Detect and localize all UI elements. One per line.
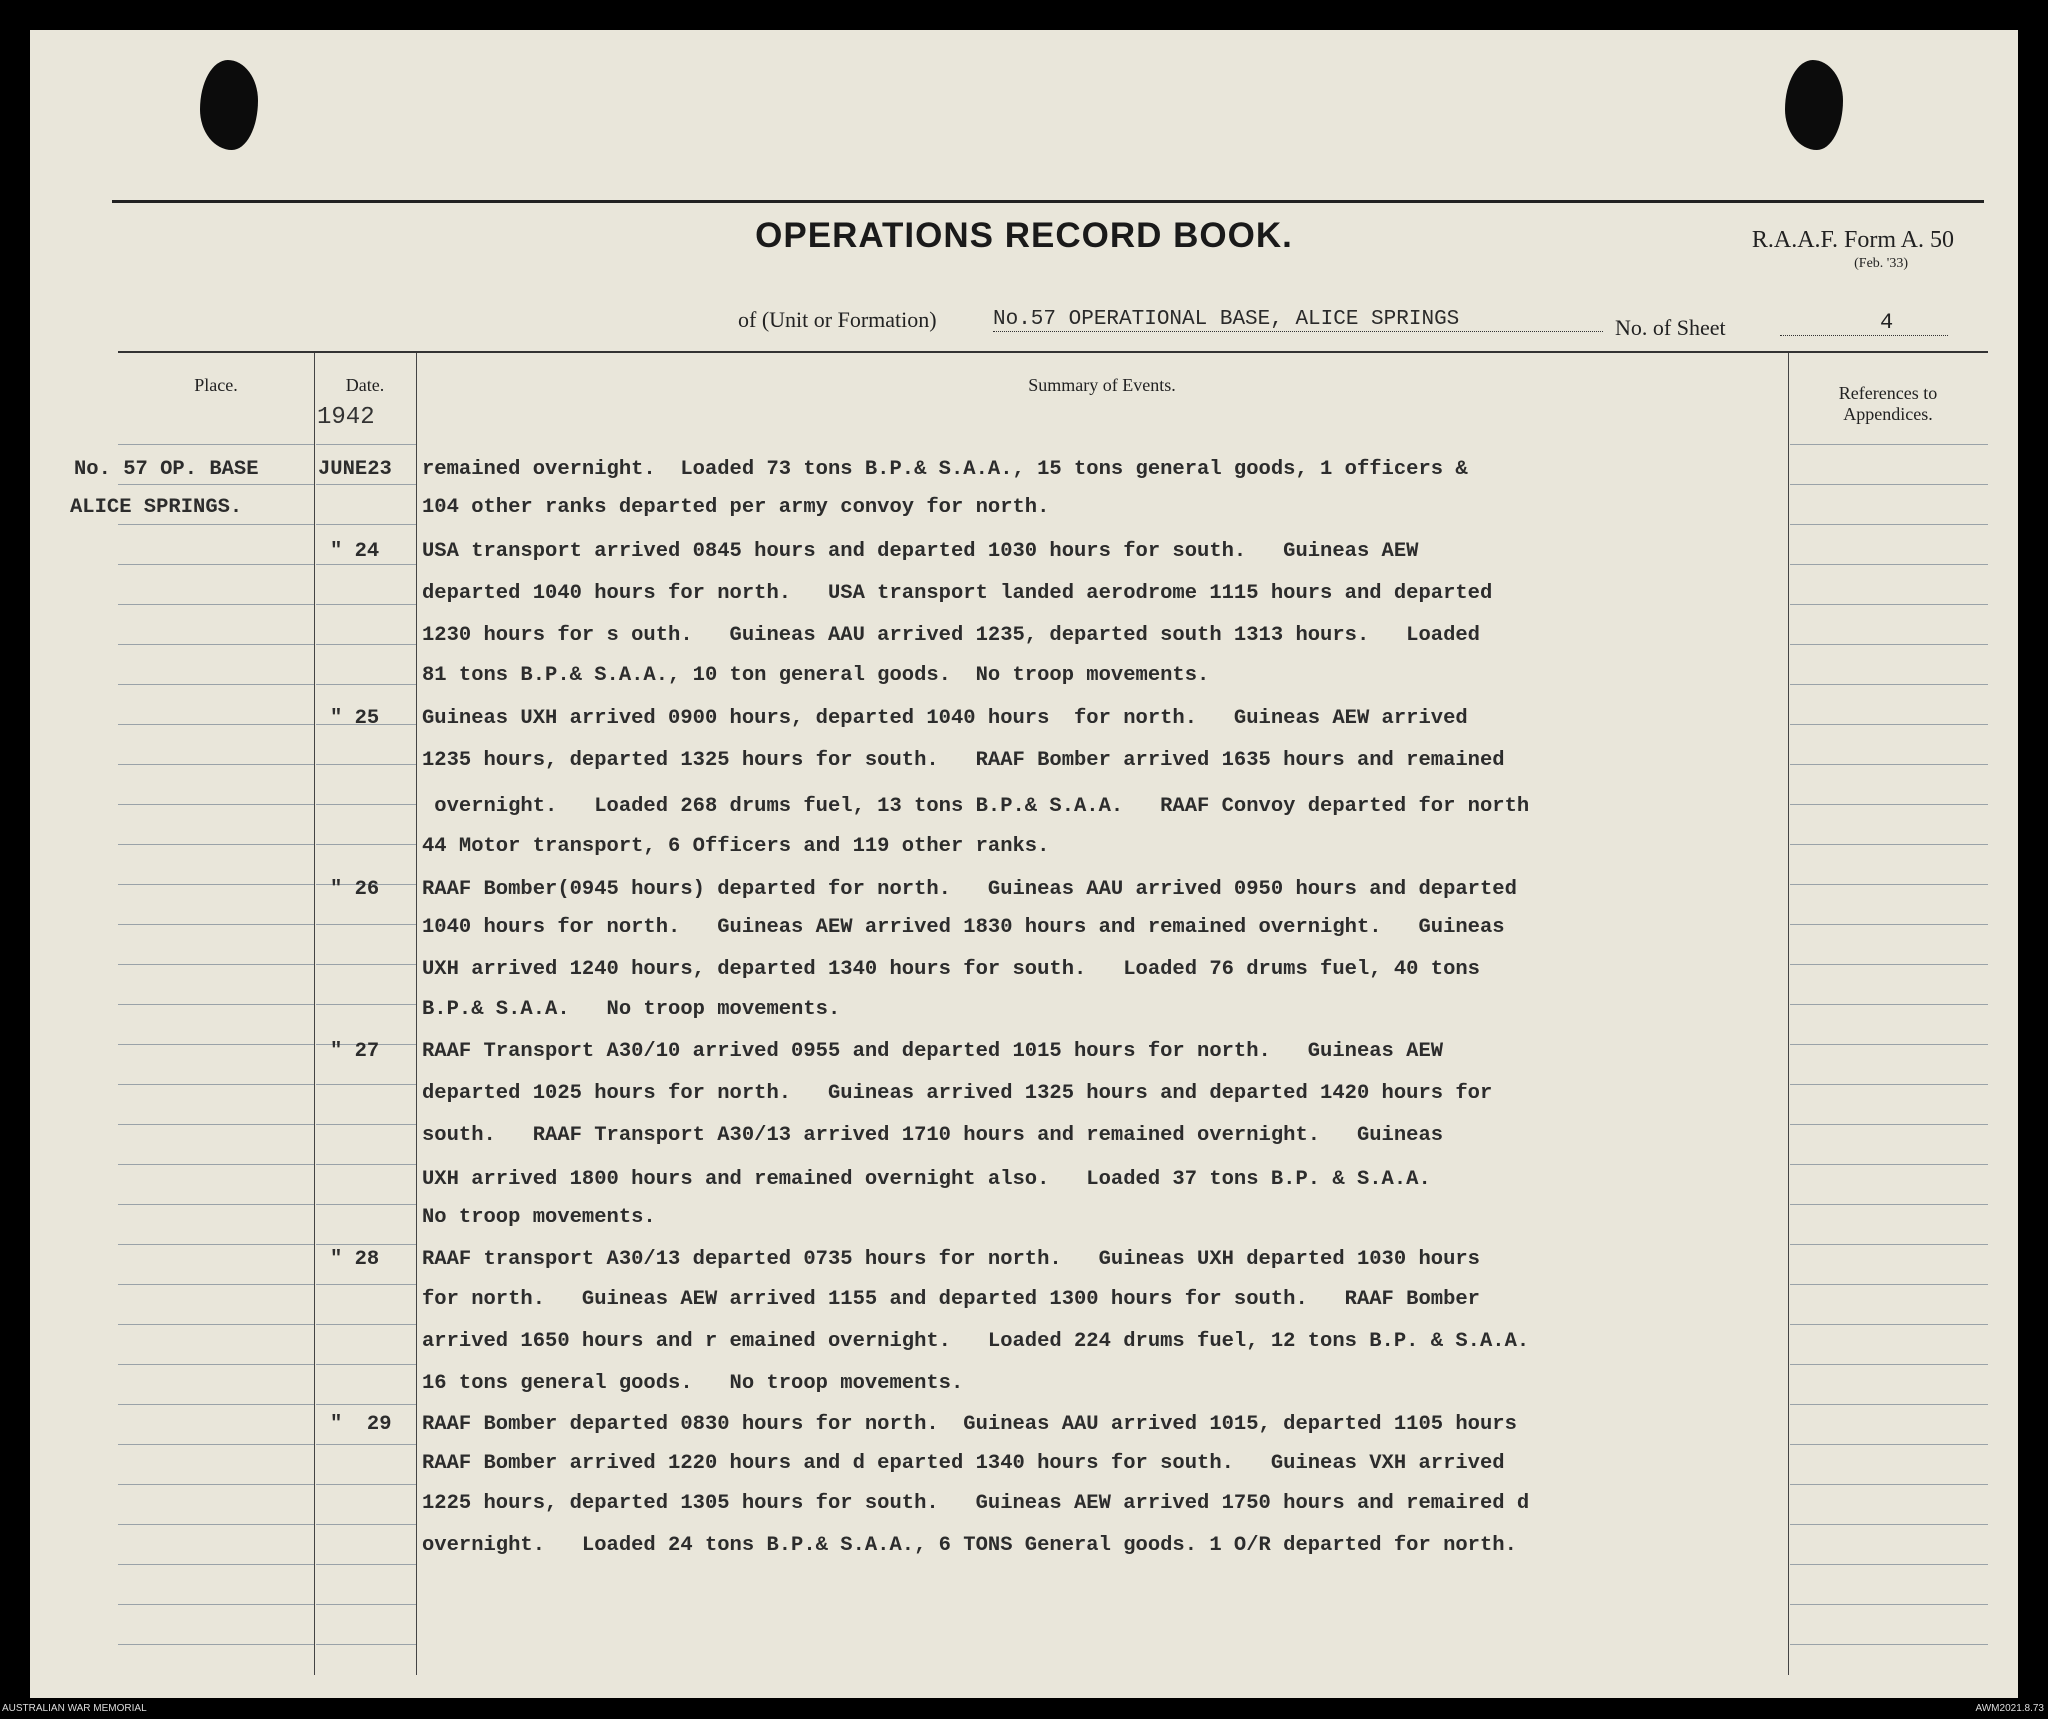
ruled-line [118,564,314,565]
ruled-line [118,1564,314,1565]
summary-line: B.P.& S.A.A. No troop movements. [422,998,841,1021]
ruled-line [316,564,416,565]
ruled-line [1790,1124,1988,1125]
ruled-line [316,804,416,805]
year: 1942 [317,404,375,431]
column-header-summary: Summary of Events. [1028,375,1176,395]
ruled-line [118,1364,314,1365]
ruled-line [1790,1524,1988,1525]
unit-value: No.57 OPERATIONAL BASE, ALICE SPRINGS [993,308,1603,332]
summary-line: departed 1040 hours for north. USA transport landed aerodrome 1115 hours and departed [422,582,1493,605]
ruled-line [1790,644,1988,645]
ruled-line [118,484,314,485]
ruled-line [118,764,314,765]
ruled-line [316,1244,416,1245]
ruled-line [1790,1244,1988,1245]
ruled-line [118,924,314,925]
summary-line: 1040 hours for north. Guineas AEW arrived 1830 hours and remained overnight. Guineas [422,916,1505,939]
ruled-line [1790,1084,1988,1085]
ruled-line [118,644,314,645]
ruled-line [316,1644,416,1645]
ruled-line [118,724,314,725]
ruled-line [1790,1364,1988,1365]
summary-line: RAAF transport A30/13 departed 0735 hours for north. Guineas UXH departed 1030 hours [422,1248,1480,1271]
ruled-line [118,1484,314,1485]
ruled-line [316,1484,416,1485]
ruled-line [316,964,416,965]
ruled-line [118,444,314,445]
ruled-line [316,1404,416,1405]
ruled-line [118,1244,314,1245]
ruled-line [1790,724,1988,725]
ruled-line [316,1364,416,1365]
summary-line: for north. Guineas AEW arrived 1155 and departed 1300 hours for south. RAAF Bomber [422,1288,1480,1311]
ruled-line [1790,1204,1988,1205]
ruled-line [1790,1484,1988,1485]
column-header-place: Place. [194,375,238,395]
summary-line: RAAF Bomber(0945 hours) departed for north. Guineas AAU arrived 0950 hours and departed [422,878,1517,901]
summary-line: south. RAAF Transport A30/13 arrived 1710 hours and remained overnight. Guineas [422,1124,1444,1147]
summary-line: overnight. Loaded 268 drums fuel, 13 tons B.P.& S.A.A. RAAF Convoy departed for north [422,795,1530,818]
ruled-line [316,1604,416,1605]
ruled-line [118,1004,314,1005]
summary-line: 104 other ranks departed per army convoy for north. [422,496,1050,519]
ruled-line [118,1164,314,1165]
ruled-line [118,1644,314,1645]
summary-line: Guineas UXH arrived 0900 hours, departed 1040 hours for north. Guineas AEW arrived [422,707,1468,730]
ruled-line [316,484,416,485]
top-rule [112,200,1984,203]
entry-date: " 28 [330,1248,380,1271]
column-divider [314,353,315,1675]
column-header-references-line2: Appendices. [1843,404,1933,424]
summary-line: RAAF Bomber departed 0830 hours for north. Guineas AAU arrived 1015, departed 1105 hours [422,1413,1517,1436]
ruled-line [316,1324,416,1325]
summary-line: USA transport arrived 0845 hours and departed 1030 hours for south. Guineas AEW [422,540,1419,563]
header-rule [118,351,1988,353]
ruled-line [1790,844,1988,845]
ruled-line [316,1004,416,1005]
summary-line: departed 1025 hours for north. Guineas arrived 1325 hours and departed 1420 hours for [422,1082,1493,1105]
entry-date: " 27 [330,1040,380,1063]
column-header-references: References to [1838,383,1938,403]
ruled-line [118,604,314,605]
entry-date: " 26 [330,878,380,901]
summary-line: No troop movements. [422,1206,656,1229]
ruled-line [1790,1604,1988,1605]
ruled-line [316,524,416,525]
summary-line: UXH arrived 1800 hours and remained overnight also. Loaded 37 tons B.P. & S.A.A. [422,1168,1431,1191]
form-number: R.A.A.F. Form A. 50 [1751,227,1954,253]
ruled-line [1790,884,1988,885]
record-sheet [30,30,2018,1698]
entry-date: " 24 [330,540,380,563]
ruled-line [118,1604,314,1605]
summary-line: 1225 hours, departed 1305 hours for south. Guineas AEW arrived 1750 hours and remaired d [422,1492,1530,1515]
ruled-line [316,1204,416,1205]
summary-line: 16 tons general goods. No troop movements. [422,1372,964,1395]
summary-line: RAAF Transport A30/10 arrived 0955 and departed 1015 hours for north. Guineas AEW [422,1040,1444,1063]
ruled-line [1790,1044,1988,1045]
ruled-line [316,924,416,925]
ruled-line [118,524,314,525]
ruled-line [118,1084,314,1085]
sheet-number: 4 [1780,310,1948,336]
ruled-line [1790,1324,1988,1325]
ruled-line [316,1124,416,1125]
ruled-line [1790,804,1988,805]
ruled-line [316,844,416,845]
ruled-line [316,684,416,685]
ruled-line [118,844,314,845]
ruled-line [1790,1004,1988,1005]
ruled-line [316,1164,416,1165]
ruled-line [316,1444,416,1445]
summary-line: overnight. Loaded 24 tons B.P.& S.A.A., 6 TONS General goods. 1 O/R departed for north. [422,1534,1517,1557]
ruled-line [316,644,416,645]
ruled-line [118,804,314,805]
entry-date: JUNE23 [318,458,392,481]
ruled-line [118,1324,314,1325]
ruled-line [1790,1564,1988,1565]
ruled-line [1790,444,1988,445]
ruled-line [316,1564,416,1565]
place-line-1: No. 57 OP. BASE [74,458,259,481]
ruled-line [1790,604,1988,605]
ruled-line [118,684,314,685]
summary-line: UXH arrived 1240 hours, departed 1340 hours for south. Loaded 76 drums fuel, 40 tons [422,958,1480,981]
ruled-line [316,764,416,765]
ruled-line [1790,964,1988,965]
page-title: OPERATIONS RECORD BOOK. [755,216,1293,255]
summary-line: remained overnight. Loaded 73 tons B.P.& S.A.A., 15 tons general goods, 1 officers & [422,458,1468,481]
footer-catalogue-number: AWM2021.8.73 [1975,1703,2044,1714]
summary-line: 81 tons B.P.& S.A.A., 10 ton general goods. No troop movements. [422,664,1210,687]
footer-credit: AUSTRALIAN WAR MEMORIAL [2,1703,147,1714]
summary-line: 1235 hours, departed 1325 hours for south. RAAF Bomber arrived 1635 hours and remained [422,749,1505,772]
ruled-line [118,964,314,965]
summary-line: 1230 hours for s outh. Guineas AAU arrived 1235, departed south 1313 hours. Loaded [422,624,1480,647]
ruled-line [1790,1284,1988,1285]
column-divider [416,353,417,1675]
summary-line: arrived 1650 hours and r emained overnight. Loaded 224 drums fuel, 12 tons B.P. & S.A.A. [422,1330,1530,1353]
punch-hole-right [1785,60,1843,150]
ruled-line [118,1444,314,1445]
ruled-line [1790,564,1988,565]
column-divider [1788,353,1789,1675]
unit-label: of (Unit or Formation) [738,307,937,332]
summary-line: 44 Motor transport, 6 Officers and 119 other ranks. [422,835,1050,858]
column-header-date: Date. [345,375,385,395]
place-line-2: ALICE SPRINGS. [70,496,243,519]
entry-date: " 29 [330,1413,392,1436]
ruled-line [316,1084,416,1085]
ruled-line [118,1404,314,1405]
ruled-line [1790,484,1988,485]
summary-line: RAAF Bomber arrived 1220 hours and d eparted 1340 hours for south. Guineas VXH arrived [422,1452,1505,1475]
sheet-label: No. of Sheet [1615,315,1726,340]
ruled-line [118,1044,314,1045]
ruled-line [118,1124,314,1125]
ruled-line [118,1284,314,1285]
ruled-line [316,1524,416,1525]
ruled-line [1790,524,1988,525]
ruled-line [1790,1404,1988,1405]
form-date: (Feb. '33) [1854,256,1908,271]
ruled-line [1790,924,1988,925]
ruled-line [1790,1164,1988,1165]
ruled-line [1790,1644,1988,1645]
entry-date: " 25 [330,707,380,730]
ruled-line [316,604,416,605]
ruled-line [1790,764,1988,765]
ruled-line [118,1204,314,1205]
ruled-line [316,1284,416,1285]
ruled-line [316,444,416,445]
ruled-line [118,1524,314,1525]
ruled-line [118,884,314,885]
ruled-line [1790,684,1988,685]
ruled-line [1790,1444,1988,1445]
punch-hole-left [200,60,258,150]
